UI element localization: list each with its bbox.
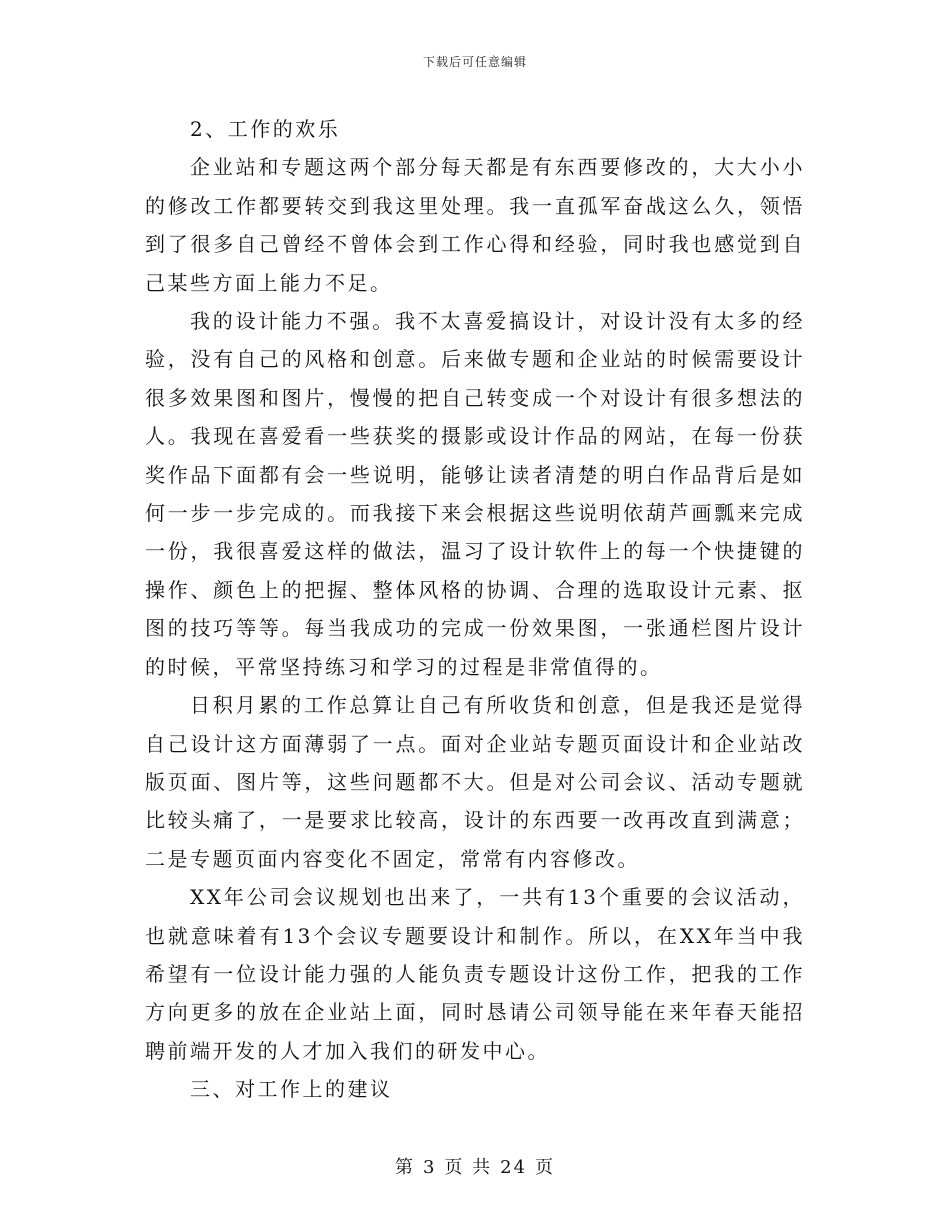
- page-footer: [0, 1153, 950, 1179]
- footer-suffix: 页: [535, 1157, 556, 1178]
- footer-prefix: 第: [394, 1157, 415, 1178]
- body-paragraph: 我的设计能力不强。我不太喜爱搞设计，对设计没有太多的经验，没有自己的风格和创意。后来做专题和企业站的时候需要设计很多效果图和图片，慢慢的把自己转变成一个对设计有很多想法的人。我现在喜爱看一些获奖的摄影或设计作品的网站，在每一份获奖作品下面都有会一些说明，能够让读者清楚的明白作品背后是如何一步一步完成的。而我接下来会根据这些说明依葫芦画瓢来完成一份，我很喜爱这样的做法，温习了设计软件上的每一个快捷键的操作、颜色上的把握、整体风格的协调、合理的选取设计元素、抠图的技巧等等。每当我成功的完成一份效果图，一张通栏图片设计的时候，平常坚持练习和学习的过程是非常值得的。: [145, 309, 805, 679]
- section-heading-work-joy: 2、工作的欢乐: [190, 117, 341, 141]
- page-header: 下载后可任意编辑: [422, 55, 527, 69]
- body-paragraph: 企业站和专题这两个部分每天都是有东西要修改的，大大小小的修改工作都要转交到我这里处理。我一直孤军奋战这么久，领悟到了很多自己曾经不曾体会到工作心得和经验，同时我也感觉到自己某些方面上能力不足。: [145, 155, 805, 295]
- section-heading-suggestions: 三、对工作上的建议: [190, 1077, 393, 1102]
- body-paragraph: 日积月累的工作总算让自己有所收货和创意，但是我还是觉得自己设计这方面薄弱了一点。面对企业站专题页面设计和企业站改版页面、图片等，这些问题都不大。但是对公司会议、活动专题就比较头痛了，一是要求比较高，设计的东西要一改再改直到满意；二是专题页面内容变化不固定，常常有内容修改。: [145, 693, 805, 871]
- document-body: [145, 110, 805, 1109]
- total-pages: 24: [500, 1157, 528, 1178]
- body-paragraph: XX年公司会议规划也出来了，一共有13个重要的会议活动，也就意味着有13个会议专题要设计和制作。所以，在XX年当中我希望有一位设计能力强的人能负责专题设计这份工作，把我的工作方向更多的放在企业站上面，同时恳请公司领导能在来年春天能招聘前端开发的人才加入我们的研发中心。: [145, 885, 805, 1063]
- footer-middle: 页 共: [444, 1157, 493, 1178]
- page-number: 3: [422, 1157, 437, 1178]
